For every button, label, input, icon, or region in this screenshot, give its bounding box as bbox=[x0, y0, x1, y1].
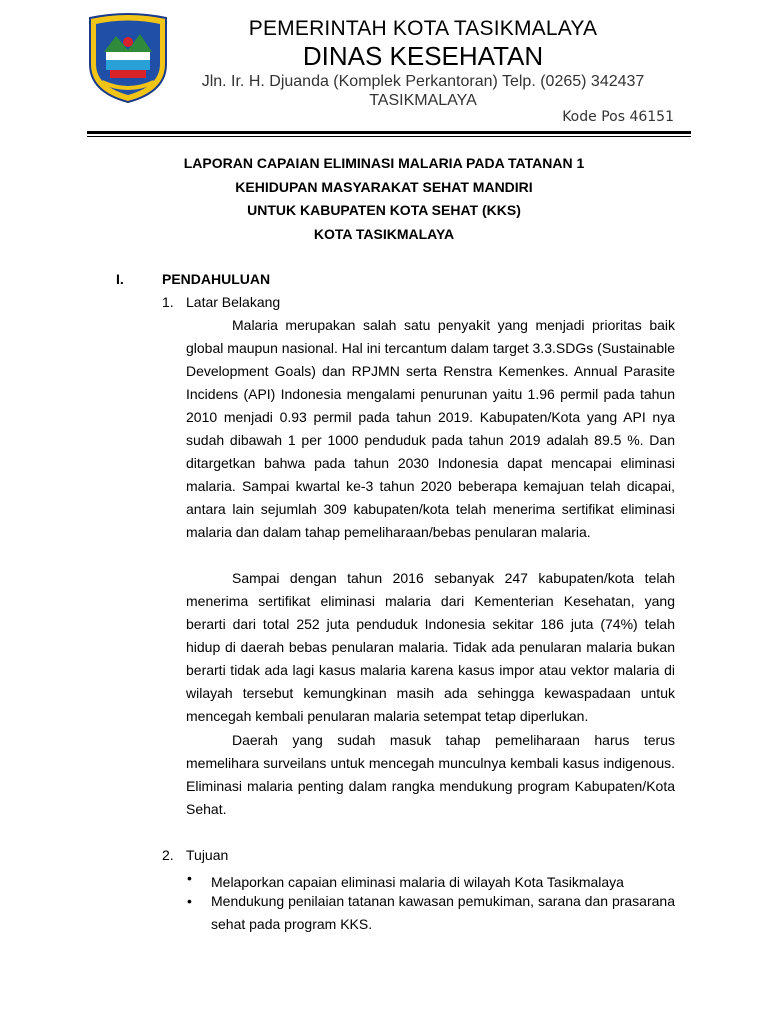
bullet-icon: • bbox=[187, 893, 192, 909]
section-number: I. bbox=[116, 271, 124, 287]
divider-gap bbox=[436, 134, 470, 136]
paragraph: Malaria merupakan salah satu penyakit yang menjadi prioritas baik global maupun nasional. Hal ini tercantum dalam target 3.3.SDGs (Sustainable Development Goals) dan RPJMN serta Renstra Kemenkes. Annual Parasite Incidens (API) Indonesia mengalami penurunan yaitu 1.96 permil pada tahun 2010 menjadi 0.93 permil pada tahun 2019. Kabupaten/Kota yang API nya sudah dibawah 1 per 1000 penduduk pada tahun 2019 adalah 89.5 %. Dan ditargetkan bahwa pada tahun 2030 Indonesia dapat mencapai eliminasi malaria. Sampai kwartal ke-3 tahun 2020 beberapa kemajuan telah dicapai, antara lain sejumlah 309 kabupaten/kota telah menerima sertifikat eliminasi malaria dan dalam tahap pemeliharaan/bebas penularan malaria. bbox=[186, 317, 675, 540]
subsection-number: 2. bbox=[162, 847, 174, 863]
list-item: Melaporkan capaian eliminasi malaria di wilayah Kota Tasikmalaya bbox=[211, 874, 624, 890]
letterhead-agency: DINAS KESEHATAN bbox=[302, 41, 544, 71]
subsection-heading: Latar Belakang bbox=[186, 294, 281, 310]
list-item: Mendukung penilaian tatanan kawasan pemukiman, sarana dan prasarana sehat pada program KKS. bbox=[211, 893, 675, 932]
subsection-heading: Tujuan bbox=[186, 847, 229, 863]
letterhead-divider-thin bbox=[87, 136, 691, 137]
city-emblem-icon bbox=[86, 12, 170, 104]
report-title-line-2: KEHIDUPAN MASYARAKAT SEHAT MANDIRI bbox=[235, 179, 533, 195]
report-title-line-1: LAPORAN CAPAIAN ELIMINASI MALARIA PADA TATANAN 1 bbox=[183, 155, 585, 171]
letterhead-city: TASIKMALAYA bbox=[369, 92, 477, 109]
letterhead-divider bbox=[87, 131, 691, 134]
subsection-number: 1. bbox=[162, 294, 174, 310]
paragraph: Daerah yang sudah masuk tahap pemeliharaan harus terus memelihara surveilans untuk mencegah munculnya kembali kasus indigenous. Eliminasi malaria penting dalam rangka mendukung program Kabupaten/Kota Sehat. bbox=[186, 732, 675, 817]
paragraph: Sampai dengan tahun 2016 sebanyak 247 kabupaten/kota telah menerima sertifikat eliminasi malaria dari Kementerian Kesehatan, yang berarti dari total 252 juta penduduk Indonesia sekitar 186 juta (74%) telah hidup di daerah bebas penularan malaria. Tidak ada penularan malaria bukan berarti tidak ada lagi kasus malaria karena kasus impor atau vektor malaria di wilayah tersebut kemungkinan masih ada sehingga kewaspadaan untuk mencegah kembali penularan malaria setempat tetap diperlukan. bbox=[186, 570, 675, 724]
report-title-line-4: KOTA TASIKMALAYA bbox=[313, 226, 455, 242]
bullet-icon: • bbox=[187, 870, 192, 886]
report-title-line-3: UNTUK KABUPATEN KOTA SEHAT (KKS) bbox=[247, 202, 521, 218]
letterhead-address: Jln. Ir. H. Djuanda (Komplek Perkantoran) Telp. (0265) 342437 bbox=[201, 73, 645, 90]
letterhead-government: PEMERINTAH KOTA TASIKMALAYA bbox=[248, 17, 598, 40]
section-heading: PENDAHULUAN bbox=[162, 271, 271, 287]
postal-code: Kode Pos 46151 bbox=[562, 109, 674, 125]
